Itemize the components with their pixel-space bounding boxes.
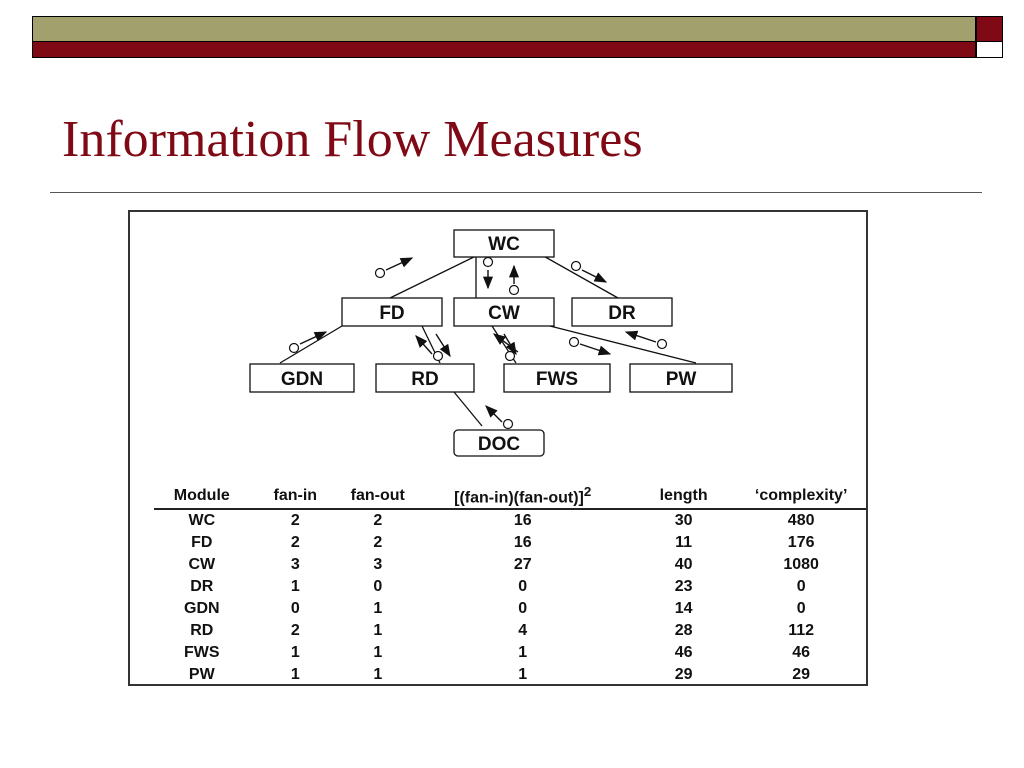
- flow-arrow-doc-rd: [486, 406, 502, 422]
- table-cell-complexity: 0: [796, 578, 806, 595]
- column-header-fan-in: fan-in: [250, 484, 341, 509]
- table-cell-module: CW: [188, 556, 216, 573]
- table-cell-fan-in: 2: [290, 534, 300, 551]
- table-cell-product: 0: [518, 578, 528, 595]
- table-cell-length: 14: [674, 600, 693, 617]
- edge-wc-fd: [390, 254, 480, 298]
- node-label-gdn: GDN: [280, 369, 324, 390]
- flow-arrow-cw-pw: [580, 344, 610, 354]
- table-cell-fan-out: 1: [373, 600, 383, 617]
- table-cell-length: 30: [674, 512, 693, 529]
- table-cell-fan-out: 1: [373, 666, 383, 683]
- table-cell-module: WC: [188, 512, 216, 529]
- table-cell-module: GDN: [184, 600, 220, 617]
- table-cell-fan-out: 2: [373, 512, 383, 529]
- top-decor-bar: [32, 16, 1003, 58]
- flow-arrow-rd-fd: [416, 336, 432, 354]
- table-cell-module: RD: [190, 622, 214, 639]
- table-row: [154, 532, 866, 554]
- table-cell-length: 23: [674, 578, 693, 595]
- column-header-product-exponent: 2: [583, 484, 592, 500]
- node-label-pw: PW: [665, 369, 697, 390]
- top-bar-corner-square-maroon: [976, 16, 1003, 42]
- table-cell-length: 28: [674, 622, 693, 639]
- table-cell-complexity: 29: [792, 666, 811, 683]
- table-cell-product: 1: [518, 666, 528, 683]
- top-bar-olive-stripe: [32, 16, 976, 42]
- table-cell-product: 1: [518, 644, 528, 661]
- flow-circles: [290, 258, 667, 429]
- table-cell-complexity: 176: [787, 534, 815, 551]
- table-cell-length: 46: [674, 644, 693, 661]
- node-label-wc: WC: [488, 234, 520, 255]
- flow-circle: [376, 269, 385, 278]
- table-cell-complexity: 480: [787, 512, 815, 529]
- module-labels: [281, 234, 696, 455]
- node-label-fd: FD: [379, 303, 405, 324]
- flow-arrow-wc-fd: [386, 258, 412, 270]
- flow-circle: [658, 340, 667, 349]
- table-cell-fan-in: 0: [290, 600, 300, 617]
- table-cell-length: 11: [675, 534, 693, 551]
- column-header-length: length: [631, 484, 736, 509]
- table-row: [154, 664, 866, 686]
- flow-arrow-pw-cw: [626, 332, 656, 342]
- flow-circle: [484, 258, 493, 267]
- table-cell-product: 16: [513, 534, 532, 551]
- edge-wc-dr: [540, 254, 618, 298]
- table-cell-fan-out: 0: [373, 578, 383, 595]
- edge-fd-gdn: [280, 326, 342, 363]
- table-cell-fan-in: 1: [290, 578, 300, 595]
- column-header-fan-out: fan-out: [341, 484, 415, 509]
- flow-circle: [510, 286, 519, 295]
- node-label-doc: DOC: [477, 434, 521, 455]
- table-cell-complexity: 0: [796, 600, 806, 617]
- table-cell-fan-in: 3: [290, 556, 300, 573]
- column-header-complexity: ‘complexity’: [736, 484, 866, 509]
- table-cell-fan-out: 3: [373, 556, 383, 573]
- table-cell-product: 4: [518, 622, 528, 639]
- table-row: [154, 554, 866, 576]
- table-cell-fan-out: 1: [373, 644, 383, 661]
- column-header-module: Module: [154, 484, 250, 509]
- table-cell-complexity: 112: [788, 622, 815, 639]
- node-label-fws: FWS: [535, 369, 579, 390]
- table-row: [154, 576, 866, 598]
- column-header-product-text: [(fan-in)(fan-out)]: [454, 489, 584, 507]
- table-cell-fan-in: 1: [290, 644, 300, 661]
- top-bar-corner-square-white: [976, 42, 1003, 58]
- table-cell-fan-in: 1: [290, 666, 300, 683]
- node-label-dr: DR: [608, 303, 636, 324]
- table-cell-length: 40: [674, 556, 693, 573]
- table-cell-module: DR: [190, 578, 214, 595]
- node-label-cw: CW: [488, 303, 520, 324]
- table-cell-module: FD: [191, 534, 213, 551]
- table-row: [154, 642, 866, 664]
- edge-rd-doc: [454, 392, 482, 426]
- table-cell-fan-out: 2: [373, 534, 383, 551]
- table-row: [154, 598, 866, 620]
- table-cell-product: 16: [513, 512, 532, 529]
- table-body: [154, 509, 866, 686]
- table-cell-fan-out: 1: [373, 622, 383, 639]
- top-bar-maroon-stripe: [32, 42, 976, 58]
- flow-circle: [290, 344, 299, 353]
- table-cell-complexity: 1080: [783, 556, 819, 573]
- table-cell-product: 0: [518, 600, 528, 617]
- node-label-rd: RD: [411, 369, 439, 390]
- flow-circle: [504, 420, 513, 429]
- table-cell-length: 29: [674, 666, 693, 683]
- table-row: [154, 509, 866, 532]
- table-cell-complexity: 46: [792, 644, 811, 661]
- table-cell-module: FWS: [184, 644, 220, 661]
- slide-title: Information Flow Measures: [62, 111, 643, 168]
- metrics-table: [154, 484, 866, 686]
- flow-circle: [434, 352, 443, 361]
- table-cell-fan-in: 2: [290, 622, 300, 639]
- column-header-product: [415, 484, 631, 509]
- flow-circle: [570, 338, 579, 347]
- flow-circle: [572, 262, 581, 271]
- table-row: [154, 620, 866, 642]
- flow-circle: [506, 352, 515, 361]
- title-underline: [50, 192, 982, 193]
- table-cell-product: 27: [513, 556, 532, 573]
- table-header-row: [154, 484, 866, 509]
- figure-panel: [128, 210, 868, 686]
- table-cell-fan-in: 2: [290, 512, 300, 529]
- table-cell-module: PW: [188, 666, 215, 683]
